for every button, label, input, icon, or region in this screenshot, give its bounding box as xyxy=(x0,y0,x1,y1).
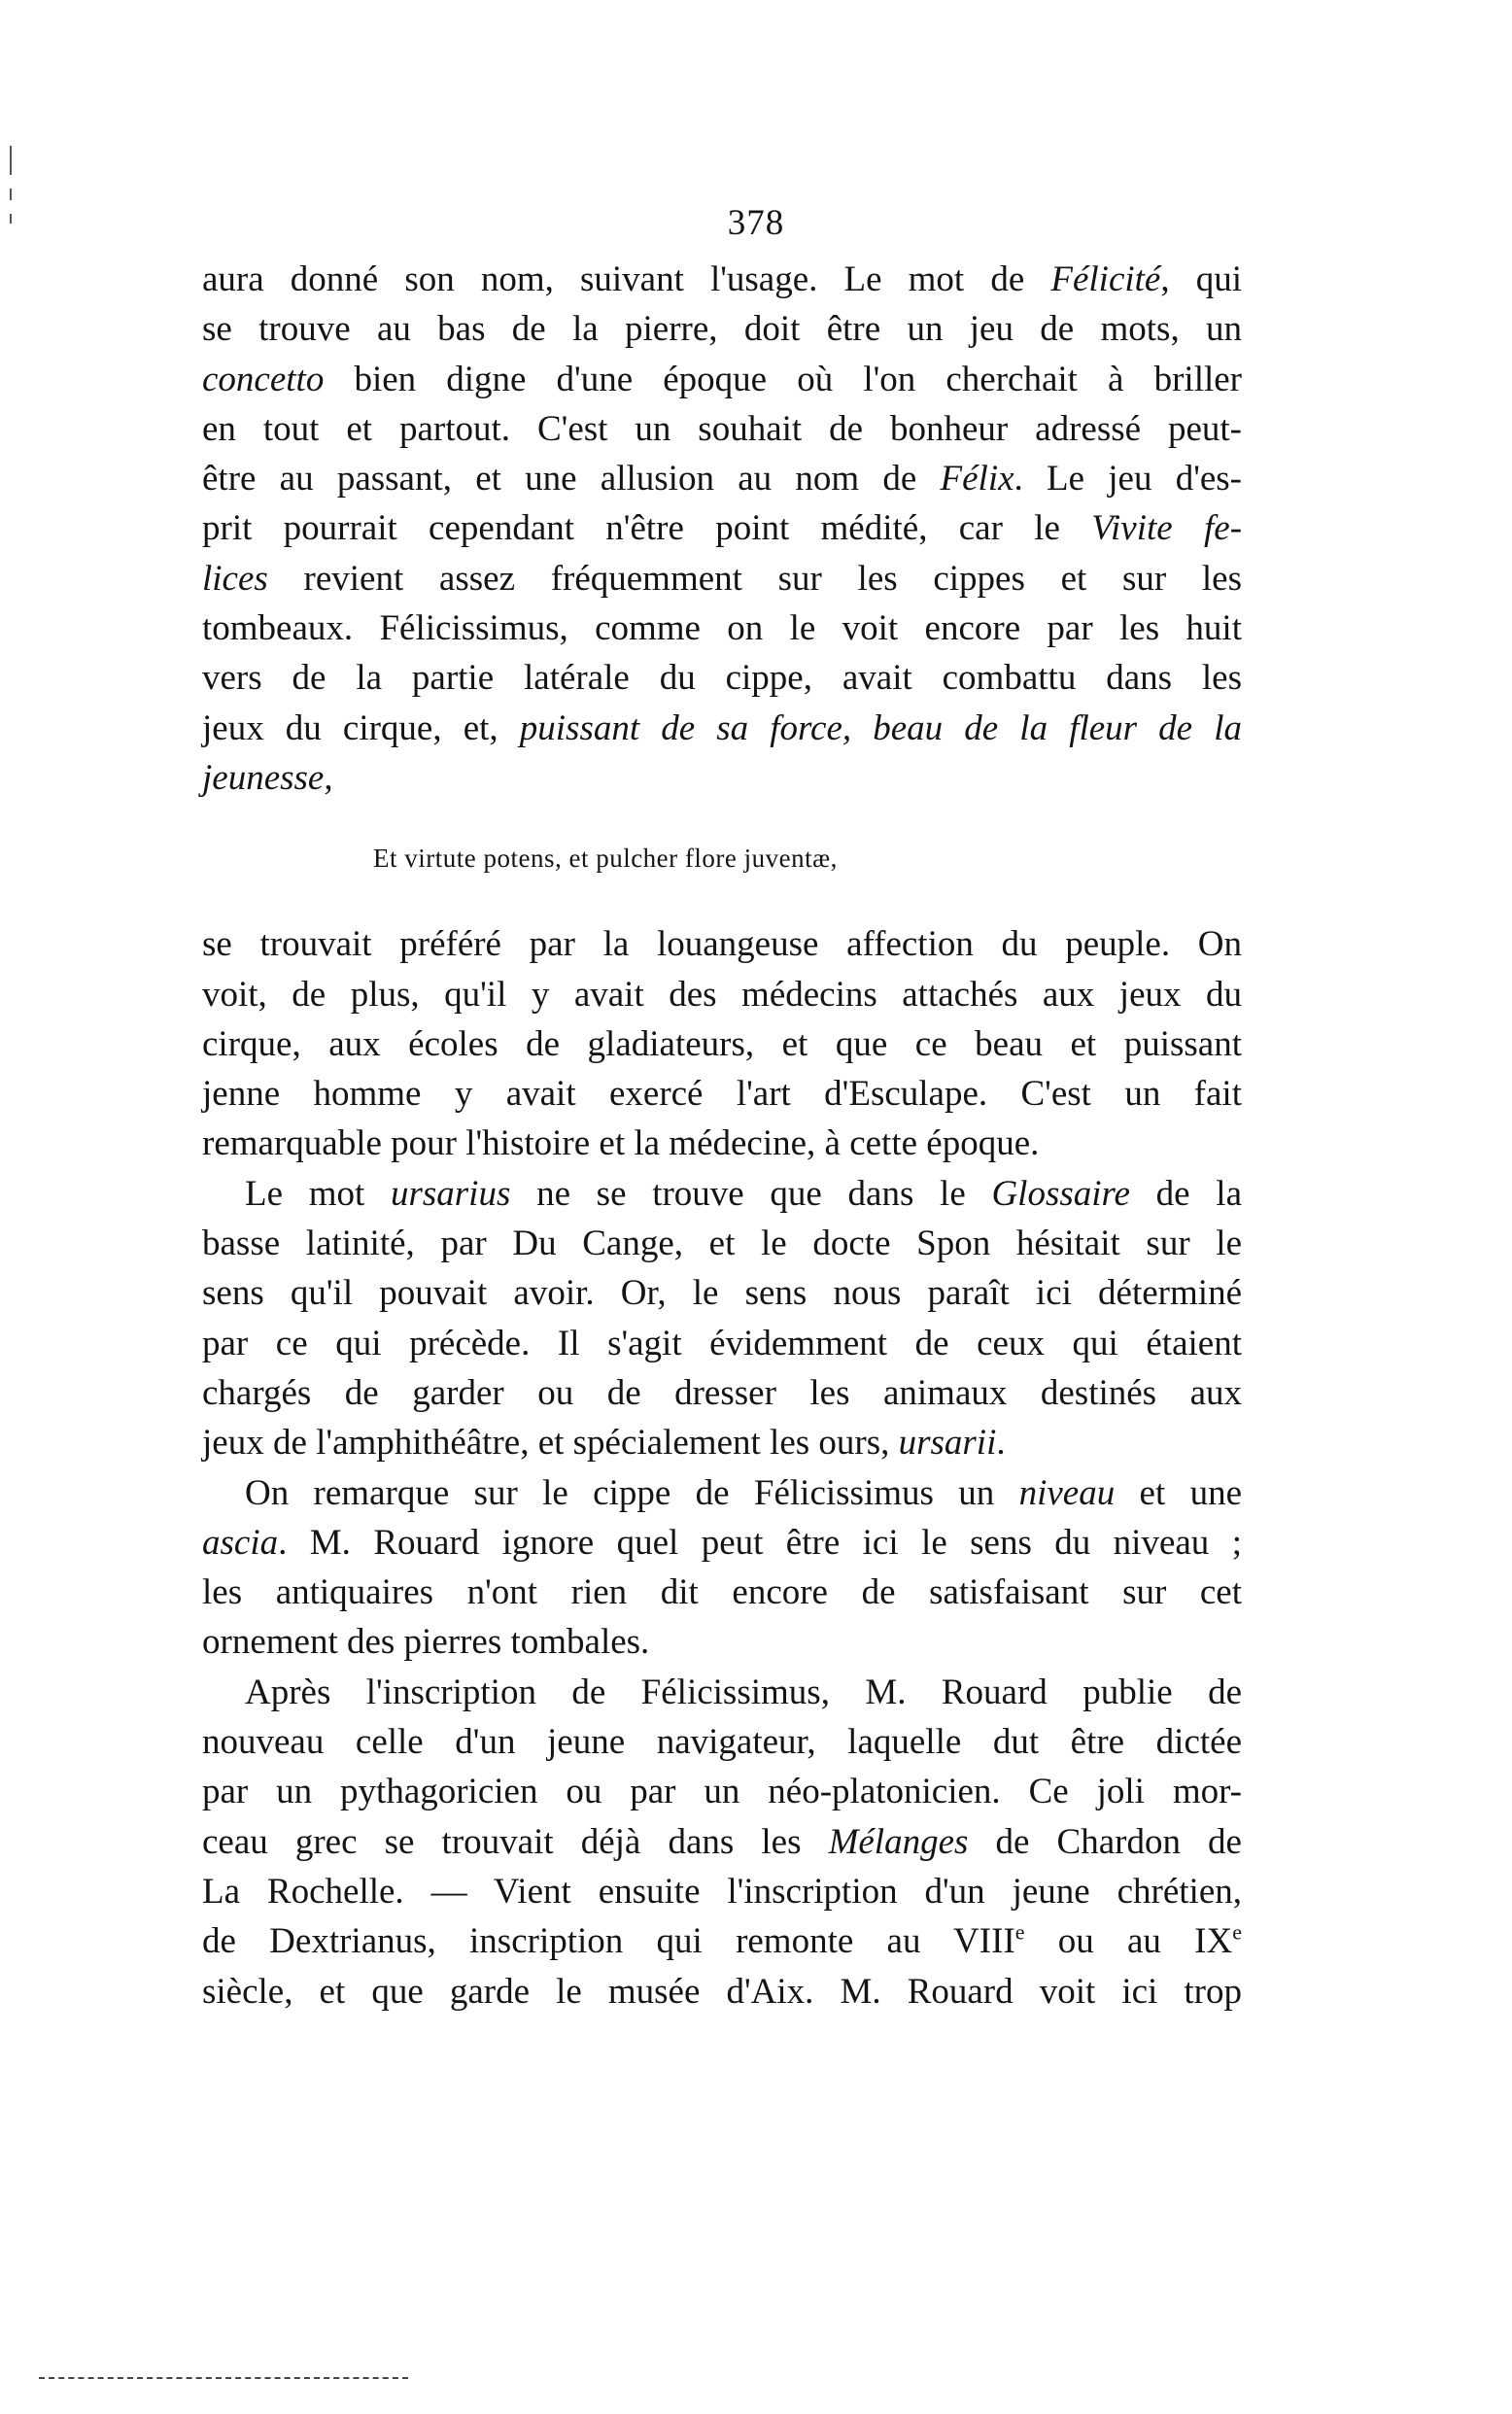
latin-quote: Et virtute potens, et pulcher flore juventæ, xyxy=(373,844,838,874)
text-line: sens qu'il pouvait avoir. Or, le sens nous paraît ici déterminé xyxy=(202,1273,1242,1314)
text-line: se trouvait préféré par la louangeuse affection du peuple. On xyxy=(202,924,1242,965)
text-line: remarquable pour l'histoire et la médecine, à cette époque. xyxy=(202,1123,1040,1164)
text-line: ornement des pierres tombales. xyxy=(202,1622,650,1663)
text-line: voit, de plus, qu'il y avait des médecins attachés aux jeux du xyxy=(202,974,1242,1015)
text-line: être au passant, et une allusion au nom de Félix. Le jeu d'es- xyxy=(202,459,1242,500)
text-line: ascia. M. Rouard ignore quel peut être ici le sens du niveau ; xyxy=(202,1522,1242,1563)
text-line: en tout et partout. C'est un souhait de bonheur adressé peut- xyxy=(202,408,1242,449)
footer-rule xyxy=(39,2377,408,2381)
text-line: les antiquaires n'ont rien dit encore de satisfaisant sur cet xyxy=(202,1572,1242,1613)
page-number: 378 xyxy=(727,203,785,243)
text-line: jeunesse, xyxy=(202,757,333,798)
text-line: jeux du cirque, et, puissant de sa force, beau de la fleur de la xyxy=(202,707,1242,748)
text-line: par un pythagoricien ou par un néo-platonicien. Ce joli mor- xyxy=(202,1772,1242,1812)
text-line: basse latinité, par Du Cange, et le docte Spon hésitait sur le xyxy=(202,1224,1242,1264)
text-line: nouveau celle d'un jeune navigateur, laquelle dut être dictée xyxy=(202,1722,1242,1763)
text-line: Le mot ursarius ne se trouve que dans le Glossaire de la xyxy=(245,1173,1242,1214)
text-line: chargés de garder ou de dresser les animaux destinés aux xyxy=(202,1372,1242,1413)
text-line: jenne homme y avait exercé l'art d'Esculape. C'est un fait xyxy=(202,1074,1242,1115)
text-line: siècle, et que garde le musée d'Aix. M. Rouard voit ici trop xyxy=(202,1971,1242,2012)
text-line: concetto bien digne d'une époque où l'on cherchait à briller xyxy=(202,359,1242,399)
text-line: de Dextrianus, inscription qui remonte au VIIIe ou au IXe xyxy=(202,1919,1242,1962)
text-line: prit pourrait cependant n'être point médité, car le Vivite fe- xyxy=(202,508,1243,549)
text-line: par ce qui précède. Il s'agit évidemment de ceux qui étaient xyxy=(202,1323,1242,1363)
text-line: tombeaux. Félicissimus, comme on le voit encore par les huit xyxy=(202,608,1242,649)
text-line: se trouve au bas de la pierre, doit être un jeu de mots, un xyxy=(202,309,1242,350)
text-line: On remarque sur le cippe de Félicissimus un niveau et une xyxy=(245,1472,1242,1513)
body-text xyxy=(202,255,1242,2017)
text-line: Après l'inscription de Félicissimus, M. Rouard publie de xyxy=(245,1672,1242,1712)
text-line: ceau grec se trouvait déjà dans les Mélanges de Chardon de xyxy=(202,1821,1242,1862)
text-line: La Rochelle. — Vient ensuite l'inscription d'un jeune chrétien, xyxy=(202,1871,1242,1912)
text-line: aura donné son nom, suivant l'usage. Le mot de Félicité, qui xyxy=(202,259,1243,299)
text-line: lices revient assez fréquemment sur les cippes et sur les xyxy=(202,558,1242,599)
text-line: vers de la partie latérale du cippe, avait combattu dans les xyxy=(202,658,1242,699)
text-line: cirque, aux écoles de gladiateurs, et que ce beau et puissant xyxy=(202,1023,1242,1064)
text-line: jeux de l'amphithéâtre, et spécialement les ours, ursarii. xyxy=(202,1423,1006,1464)
